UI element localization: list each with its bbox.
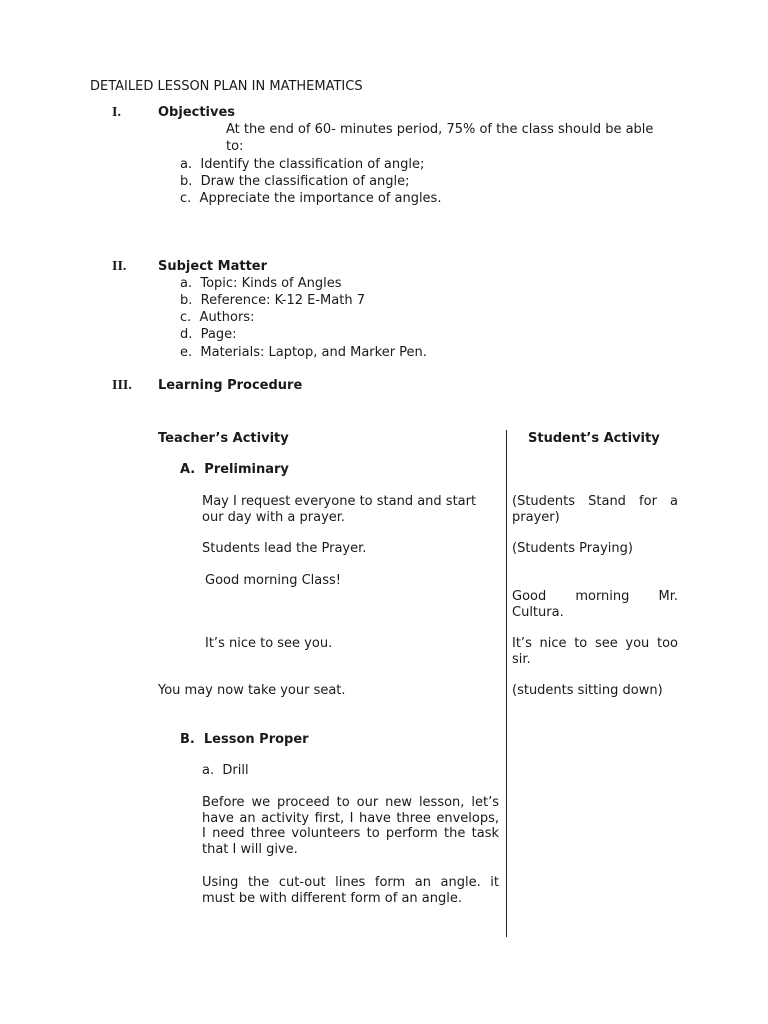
- teacher-line: Students lead the Prayer.: [202, 541, 367, 556]
- teacher-paragraph-line: Before we proceed to our new lesson, let’s: [202, 795, 499, 810]
- preliminary-heading: A. Preliminary: [180, 462, 289, 477]
- objectives-intro-line2: to:: [226, 139, 244, 154]
- subject-matter-item: e. Materials: Laptop, and Marker Pen.: [180, 345, 427, 360]
- student-line: Cultura.: [512, 605, 564, 620]
- objective-item: b. Draw the classification of angle;: [180, 174, 410, 189]
- student-line: (Students Praying): [512, 541, 633, 556]
- student-line: (Students Stand for a: [512, 494, 678, 509]
- teacher-line: our day with a prayer.: [202, 510, 346, 525]
- teacher-paragraph-line: I need three volunteers to perform the task: [202, 826, 499, 841]
- subject-matter-heading: Subject Matter: [158, 259, 268, 274]
- student-activity-heading: Student’s Activity: [528, 431, 660, 446]
- teacher-paragraph-line: must be with different form of an angle.: [202, 891, 462, 906]
- lesson-proper-heading: B. Lesson Proper: [180, 732, 309, 747]
- subject-matter-item: d. Page:: [180, 327, 237, 342]
- student-line: sir.: [512, 652, 531, 667]
- learning-procedure-numeral: III.: [112, 378, 132, 393]
- learning-procedure-heading: Learning Procedure: [158, 378, 303, 393]
- teacher-paragraph-line: have an activity first, I have three envelops,: [202, 811, 499, 826]
- objective-item: a. Identify the classification of angle;: [180, 157, 425, 172]
- teacher-line: It’s nice to see you.: [205, 636, 333, 651]
- teacher-line: You may now take your seat.: [158, 683, 346, 698]
- teacher-activity-heading: Teacher’s Activity: [158, 431, 289, 446]
- objectives-numeral: I.: [112, 105, 121, 120]
- subject-matter-numeral: II.: [112, 259, 127, 274]
- objectives-heading: Objectives: [158, 105, 236, 120]
- subject-matter-item: c. Authors:: [180, 310, 255, 325]
- teacher-paragraph-line: that I will give.: [202, 842, 298, 857]
- student-line: Good morning Mr.: [512, 589, 678, 604]
- teacher-line: Good morning Class!: [205, 573, 341, 588]
- student-line: prayer): [512, 510, 560, 525]
- student-line: (students sitting down): [512, 683, 663, 698]
- teacher-paragraph-line: Using the cut-out lines form an angle. it: [202, 875, 499, 890]
- teacher-line: May I request everyone to stand and start: [202, 494, 477, 509]
- drill-label: a. Drill: [202, 763, 249, 778]
- column-divider: [506, 430, 507, 937]
- student-line: It’s nice to see you too: [512, 636, 678, 651]
- subject-matter-item: b. Reference: K-12 E-Math 7: [180, 293, 365, 308]
- objectives-intro-line1: At the end of 60- minutes period, 75% of the class should be able: [226, 122, 654, 137]
- objective-item: c. Appreciate the importance of angles.: [180, 191, 442, 206]
- page-title: DETAILED LESSON PLAN IN MATHEMATICS: [90, 79, 363, 94]
- subject-matter-item: a. Topic: Kinds of Angles: [180, 276, 342, 291]
